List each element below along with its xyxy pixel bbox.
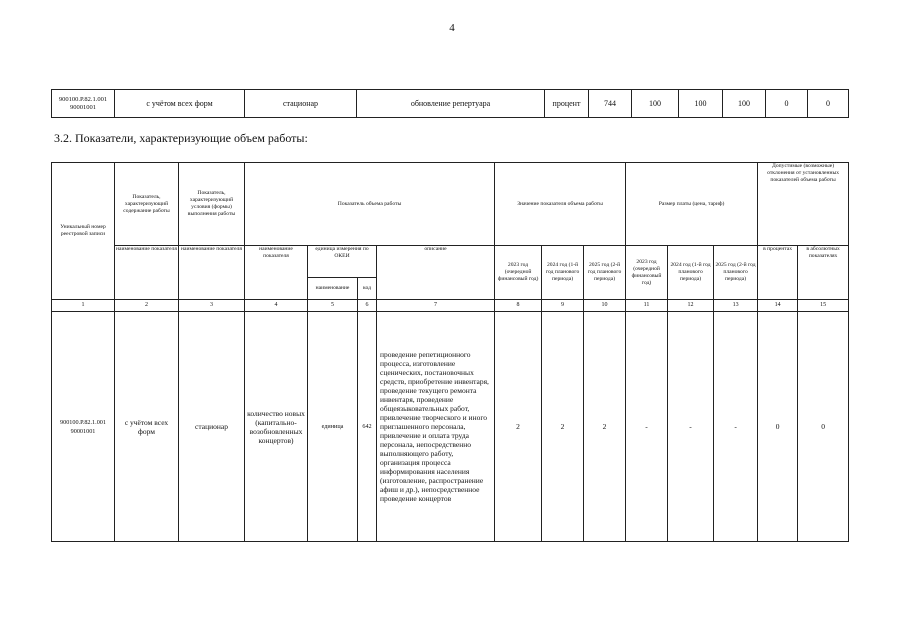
okei-cell: 744	[589, 90, 632, 118]
registry-code-cell: 900100.Р.82.1.001 90001001	[52, 90, 115, 118]
header-payment-2025: 2025 год (2-й год планового периода)	[714, 246, 758, 300]
header-value-2025: 2025 год (2-й год планового периода)	[584, 246, 626, 300]
header-unique-number: Уникальный номер реестровой записи	[52, 163, 115, 300]
column-number: 2	[115, 300, 179, 312]
header-payment-2023: 2023 год (очередной финансовый год)	[626, 246, 668, 300]
value-2025-cell: 2	[584, 312, 626, 542]
deviation-absolute-cell: 0	[798, 312, 849, 542]
table-row	[52, 90, 849, 118]
header-unit-name: наименование	[308, 278, 358, 300]
column-number: 15	[798, 300, 849, 312]
value-2025-cell: 100	[723, 90, 766, 118]
column-number: 1	[52, 300, 115, 312]
header-value-2024: 2024 год (1-й год планового периода)	[542, 246, 584, 300]
column-number: 5	[308, 300, 358, 312]
section-heading: 3.2. Показатели, характеризующие объем работы:	[54, 131, 308, 145]
header-payment: Размер платы (цена, тариф)	[626, 163, 758, 246]
okei-cell: 642	[358, 312, 377, 542]
header-name-indicator-volume: наименование показателя	[245, 246, 308, 300]
deviation-percent-cell: 0	[758, 312, 798, 542]
header-value-indicator: Значение показателя объема работы	[495, 163, 626, 246]
header-row-2	[52, 246, 849, 278]
header-name-indicator-conditions: наименование показателя	[179, 246, 245, 300]
indicator-cell: количество новых (капитально-возобновленных концертов)	[245, 312, 308, 542]
page-number: 4	[449, 22, 455, 34]
header-name-indicator-content: наименование показателя	[115, 246, 179, 300]
condition-cell: стационар	[245, 90, 357, 118]
header-unit-okei: единица измерения по ОКЕИ	[308, 246, 377, 278]
description-cell: проведение репетиционного процесса, изготовление сценических, постановочных средств, приобретение инвентаря, проведение текущего ремонта инвентаря, проведение общеязыковательных работ, привлечение творческого и иного приглашенного персонала, привлечение и оплата труда персонала, непосредственно выполняющего работу, организация процесса информирования населения (изготовление, распространение афиш и др.), непосредственное проведение концертов	[377, 312, 495, 542]
header-volume-indicator: Показатель объема работы	[245, 163, 495, 246]
header-row-1	[52, 163, 849, 246]
payment-2024-cell: -	[668, 312, 714, 542]
table-row	[52, 312, 849, 542]
column-number: 11	[626, 300, 668, 312]
deviation-percent-cell: 0	[766, 90, 808, 118]
unit-cell: процент	[545, 90, 589, 118]
column-number: 12	[668, 300, 714, 312]
header-payment-2024: 2024 год (1-й год планового периода)	[668, 246, 714, 300]
quality-indicator-table-continuation	[51, 89, 849, 118]
indicator-cell: обновление репертуара	[357, 90, 545, 118]
value-2023-cell: 2	[495, 312, 542, 542]
header-deviations: Допустимые (возможные) отклонения от установленных показателей объема работы	[758, 163, 849, 246]
header-content-indicator: Показатель, характеризующий содержание работы	[115, 163, 179, 246]
value-2024-cell: 100	[679, 90, 723, 118]
value-2024-cell: 2	[542, 312, 584, 542]
column-number: 8	[495, 300, 542, 312]
header-conditions-indicator: Показатель, характеризующий условия (формы) выполнения работы	[179, 163, 245, 246]
header-unit-code: код	[358, 278, 377, 300]
payment-2023-cell: -	[626, 312, 668, 542]
header-in-percent: в процентах	[758, 246, 798, 300]
column-number: 7	[377, 300, 495, 312]
column-number: 13	[714, 300, 758, 312]
form-cell: с учётом всех форм	[115, 90, 245, 118]
column-number: 6	[358, 300, 377, 312]
header-in-absolute: в абсолютных показателях	[798, 246, 849, 300]
volume-indicator-table	[51, 162, 849, 542]
unit-cell: единица	[308, 312, 358, 542]
payment-2025-cell: -	[714, 312, 758, 542]
registry-code-cell: 900100.Р.82.1.001 90001001	[52, 312, 115, 542]
column-number-row	[52, 300, 849, 312]
deviation-absolute-cell: 0	[808, 90, 849, 118]
header-value-2023: 2023 год (очередной финансовый год)	[495, 246, 542, 300]
form-cell: с учётом всех форм	[115, 312, 179, 542]
column-number: 10	[584, 300, 626, 312]
column-number: 3	[179, 300, 245, 312]
column-number: 9	[542, 300, 584, 312]
column-number: 14	[758, 300, 798, 312]
column-number: 4	[245, 300, 308, 312]
condition-cell: стационар	[179, 312, 245, 542]
value-2023-cell: 100	[632, 90, 679, 118]
header-description: описание	[377, 246, 495, 300]
